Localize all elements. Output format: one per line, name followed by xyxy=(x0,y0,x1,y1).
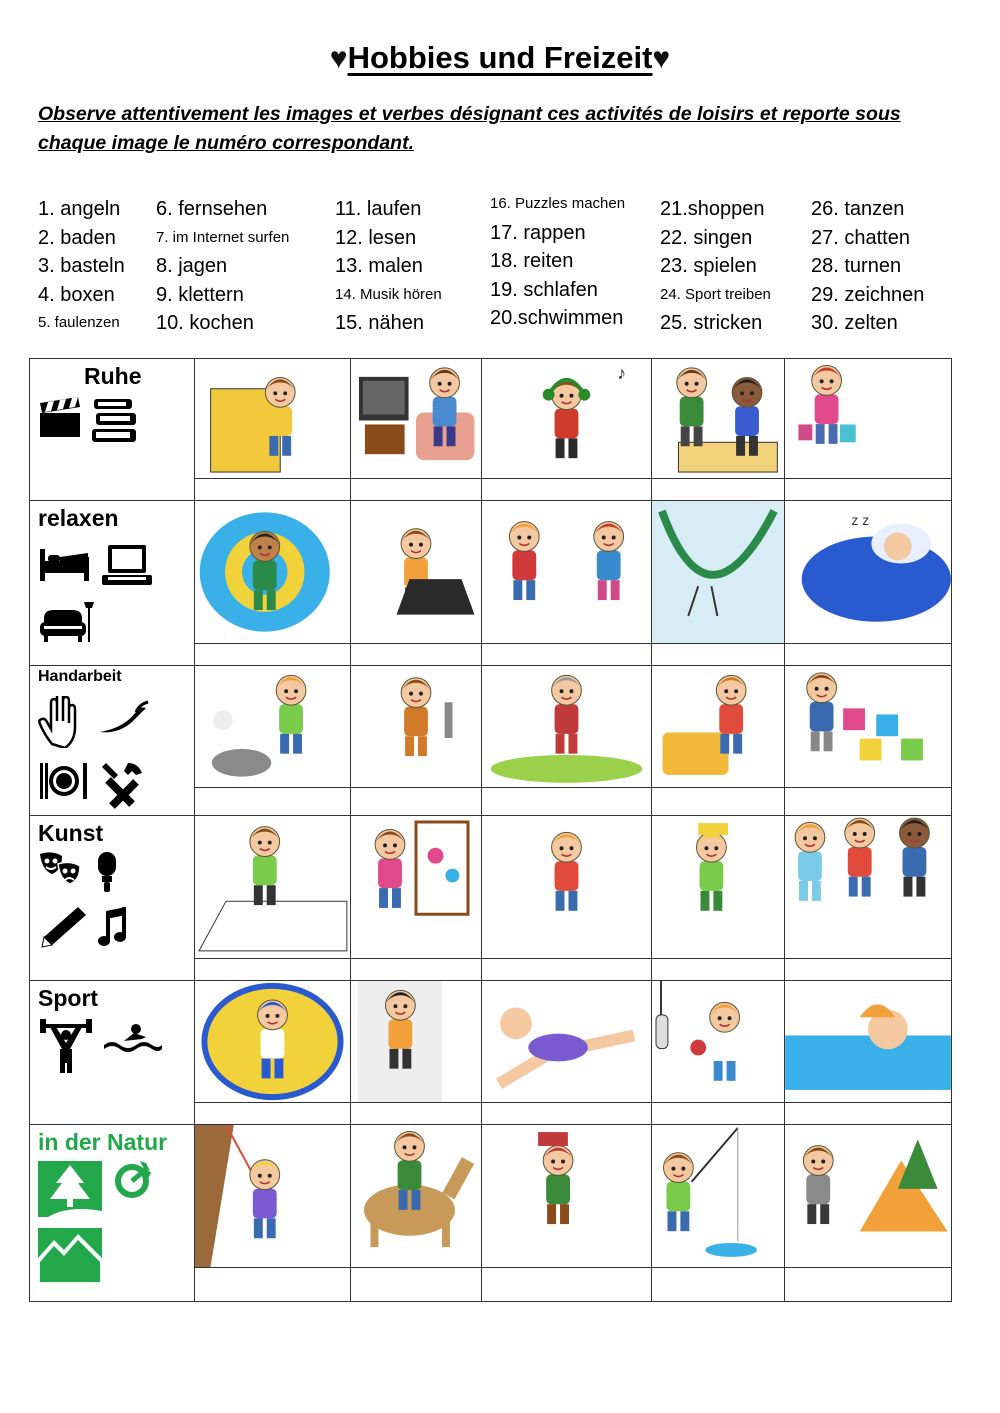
verb-item: 6. fernsehen xyxy=(156,198,268,220)
verb-item: 17. rappen xyxy=(490,221,586,244)
picture-cell xyxy=(195,816,351,959)
answer-cell[interactable] xyxy=(351,479,482,501)
picture-cell xyxy=(195,666,351,788)
answer-cell[interactable] xyxy=(195,1268,351,1302)
verb-column xyxy=(490,190,625,333)
category-cell xyxy=(30,666,195,816)
answer-cell[interactable] xyxy=(482,1268,652,1302)
verb-item: 4. boxen xyxy=(38,283,115,306)
verb-item: 9. klettern xyxy=(156,283,244,306)
category-label: relaxen xyxy=(38,505,119,531)
verb-item: 30. zelten xyxy=(811,312,898,334)
answer-cell[interactable] xyxy=(785,479,952,501)
hunter-picture xyxy=(482,1125,651,1267)
category-icons xyxy=(38,696,188,816)
kids-tablets-picture xyxy=(482,501,651,643)
category-icons xyxy=(38,1161,188,1295)
coach-picture xyxy=(195,981,350,1102)
bike-icon xyxy=(110,1161,154,1206)
svg-text:z z: z z xyxy=(851,511,870,528)
heart-icon: ♥ xyxy=(329,42,348,75)
heart-icon: ♥ xyxy=(652,42,671,75)
girl-sleeping-picture xyxy=(785,501,951,643)
verb-item: 24. Sport treiben xyxy=(660,285,771,303)
category-cell xyxy=(30,1125,195,1302)
mountain-icon xyxy=(38,1228,102,1289)
verb-item: 10. kochen xyxy=(156,312,254,334)
verb-item: 20.schwimmen xyxy=(490,307,624,329)
answer-cell[interactable] xyxy=(195,788,351,816)
answer-cell[interactable] xyxy=(482,479,652,501)
category-label: in der Natur xyxy=(38,1129,168,1155)
answer-cell[interactable] xyxy=(195,1103,351,1125)
weightlifter-icon xyxy=(38,1015,94,1080)
answer-cell[interactable] xyxy=(482,1103,652,1125)
picture-cell xyxy=(785,1125,952,1268)
picture-cell xyxy=(351,981,482,1103)
verb-item: 13. malen xyxy=(335,255,423,277)
verb-item: 26. tanzen xyxy=(811,198,905,220)
grandma-knitting-picture xyxy=(482,666,651,787)
category-cell xyxy=(30,816,195,981)
picture-cell xyxy=(785,816,952,959)
verb-column xyxy=(660,195,771,338)
category-label: Sport xyxy=(38,985,99,1011)
verb-item: 1. angeln xyxy=(38,198,121,220)
answer-cell[interactable] xyxy=(351,1103,482,1125)
picture-row xyxy=(30,501,952,644)
girl-cooking-picture xyxy=(195,666,350,787)
verb-column xyxy=(811,195,924,338)
answer-cell[interactable] xyxy=(195,959,351,981)
answer-cell[interactable] xyxy=(652,1268,785,1302)
handyman-picture xyxy=(351,666,481,787)
kids-puzzle-picture xyxy=(652,359,784,478)
answer-cell[interactable] xyxy=(785,1103,952,1125)
verb-item: 28. turnen xyxy=(811,255,902,277)
answer-cell[interactable] xyxy=(351,788,482,816)
answer-cell[interactable] xyxy=(785,959,952,981)
answer-cell[interactable] xyxy=(785,1268,952,1302)
kids-dancing-picture xyxy=(785,816,951,958)
girl-painting-picture xyxy=(351,816,481,958)
girl-singing-picture xyxy=(482,816,651,958)
picture-cell xyxy=(195,1125,351,1268)
clapperboard-icon xyxy=(38,395,82,444)
tools-icon xyxy=(98,759,148,814)
picture-cell xyxy=(785,501,952,644)
verb-item: 18. reiten xyxy=(490,250,574,272)
picture-row xyxy=(30,359,952,479)
activity-grid xyxy=(29,358,952,1302)
picture-row xyxy=(30,981,952,1103)
verb-list xyxy=(38,195,978,345)
verb-item: 8. jagen xyxy=(156,255,228,277)
verb-item: 27. chatten xyxy=(811,226,910,249)
swimming-ring-picture xyxy=(195,501,350,643)
girl-sewing-picture xyxy=(652,666,784,787)
answer-cell[interactable] xyxy=(482,644,652,666)
verb-item: 3. basteln xyxy=(38,255,125,277)
answer-cell[interactable] xyxy=(351,1268,482,1302)
sofa-icon xyxy=(38,600,94,651)
chili-icon xyxy=(96,696,152,741)
picture-cell xyxy=(351,666,482,788)
plate-icon xyxy=(38,759,90,808)
picture-cell xyxy=(652,816,785,959)
picture-cell xyxy=(351,1125,482,1268)
category-cell xyxy=(30,359,195,501)
category-icons xyxy=(38,1015,188,1086)
headphones-music-picture xyxy=(482,359,651,478)
verb-item: 19. schlafen xyxy=(490,278,598,301)
category-cell xyxy=(30,501,195,666)
category-cell xyxy=(30,981,195,1125)
category-label: Handarbeit xyxy=(38,668,122,685)
answer-cell[interactable] xyxy=(652,788,785,816)
category-icons xyxy=(38,543,188,657)
answer-cell[interactable] xyxy=(482,959,652,981)
picture-cell xyxy=(482,1125,652,1268)
category-icons xyxy=(38,395,188,456)
picture-cell xyxy=(351,359,482,479)
answer-cell[interactable] xyxy=(351,644,482,666)
category-icons xyxy=(38,850,188,960)
answer-cell[interactable] xyxy=(652,959,785,981)
answer-cell[interactable] xyxy=(652,1103,785,1125)
picture-cell xyxy=(785,359,952,479)
verb-item: 15. nähen xyxy=(335,312,424,334)
verb-item: 23. spielen xyxy=(660,255,757,277)
bed-icon xyxy=(38,543,92,588)
music-note-icon xyxy=(96,905,130,954)
picture-cell xyxy=(785,981,952,1103)
verb-item: 22. singen xyxy=(660,226,753,249)
boy-rapping-picture xyxy=(652,816,784,958)
boy-drawing-picture xyxy=(195,816,350,958)
laptop-icon xyxy=(100,543,154,594)
picture-cell xyxy=(195,981,351,1103)
verb-item: 7. im Internet surfen xyxy=(156,228,290,246)
hand-icon xyxy=(38,696,88,753)
picture-cell xyxy=(652,666,785,788)
picture-cell xyxy=(652,981,785,1103)
verb-item: 25. stricken xyxy=(660,312,763,334)
picture-cell xyxy=(195,359,351,479)
picture-cell xyxy=(351,501,482,644)
girl-swimming-picture xyxy=(785,981,951,1102)
answer-cell[interactable] xyxy=(351,959,482,981)
answer-cell[interactable] xyxy=(482,788,652,816)
picture-row xyxy=(30,816,952,959)
boy-laptop-picture xyxy=(351,501,481,643)
picture-cell xyxy=(482,981,652,1103)
picture-cell xyxy=(351,816,482,959)
boy-puzzle-picture xyxy=(785,666,951,787)
picture-cell xyxy=(482,501,652,644)
picture-cell xyxy=(482,816,652,959)
boy-climbing-picture xyxy=(195,1125,350,1267)
pencil-icon xyxy=(38,905,88,954)
answer-cell[interactable] xyxy=(652,479,785,501)
hammock-picture xyxy=(652,501,784,643)
verb-column xyxy=(335,195,442,338)
instructions: Observe attentivement les images et verbes désignant ces activités de loisirs et reporte sous chaque image le numéro correspondant. xyxy=(38,103,901,154)
forest-icon xyxy=(38,1161,102,1222)
boy-riding-picture xyxy=(351,1125,481,1267)
picture-cell xyxy=(652,1125,785,1268)
verb-item: 14. Musik hören xyxy=(335,285,442,303)
answer-cell[interactable] xyxy=(785,644,952,666)
picture-cell xyxy=(482,359,652,479)
category-label: Kunst xyxy=(38,820,104,846)
picture-cell xyxy=(652,359,785,479)
answer-cell[interactable] xyxy=(652,644,785,666)
verb-item: 11. laufen xyxy=(335,198,422,220)
boy-boxing-picture xyxy=(652,981,784,1102)
answer-cell[interactable] xyxy=(195,644,351,666)
masks-icon xyxy=(38,850,84,895)
verb-column xyxy=(38,195,125,338)
category-label: Ruhe xyxy=(84,363,142,389)
swimmer-icon xyxy=(102,1015,164,1060)
girl-gymnastics-picture xyxy=(482,981,651,1102)
boy-reading-picture xyxy=(195,359,350,478)
picture-cell xyxy=(652,501,785,644)
watching-tv-picture xyxy=(351,359,481,478)
picture-cell xyxy=(785,666,952,788)
boy-fishing-picture xyxy=(652,1125,784,1267)
verb-item: 12. lesen xyxy=(335,226,417,249)
picture-row xyxy=(30,666,952,788)
books-icon xyxy=(90,395,140,450)
picture-cell xyxy=(195,501,351,644)
camping-picture xyxy=(785,1125,951,1267)
girl-running-picture xyxy=(351,981,481,1102)
svg-text:♪: ♪ xyxy=(617,362,626,383)
verb-item: 16. Puzzles machen xyxy=(490,195,626,212)
girl-shopping-picture xyxy=(785,359,951,478)
verb-item: 2. baden xyxy=(38,226,116,249)
picture-cell xyxy=(482,666,652,788)
picture-row xyxy=(30,1125,952,1268)
microphone-icon xyxy=(92,850,122,899)
answer-cell[interactable] xyxy=(785,788,952,816)
verb-item: 29. zeichnen xyxy=(811,283,925,306)
verb-item: 21.shoppen xyxy=(660,198,765,220)
page-title: ♥Hobbies und Freizeit♥ xyxy=(329,40,671,75)
answer-cell[interactable] xyxy=(195,479,351,501)
verb-column xyxy=(156,195,289,338)
verb-item: 5. faulenzen xyxy=(38,314,120,331)
